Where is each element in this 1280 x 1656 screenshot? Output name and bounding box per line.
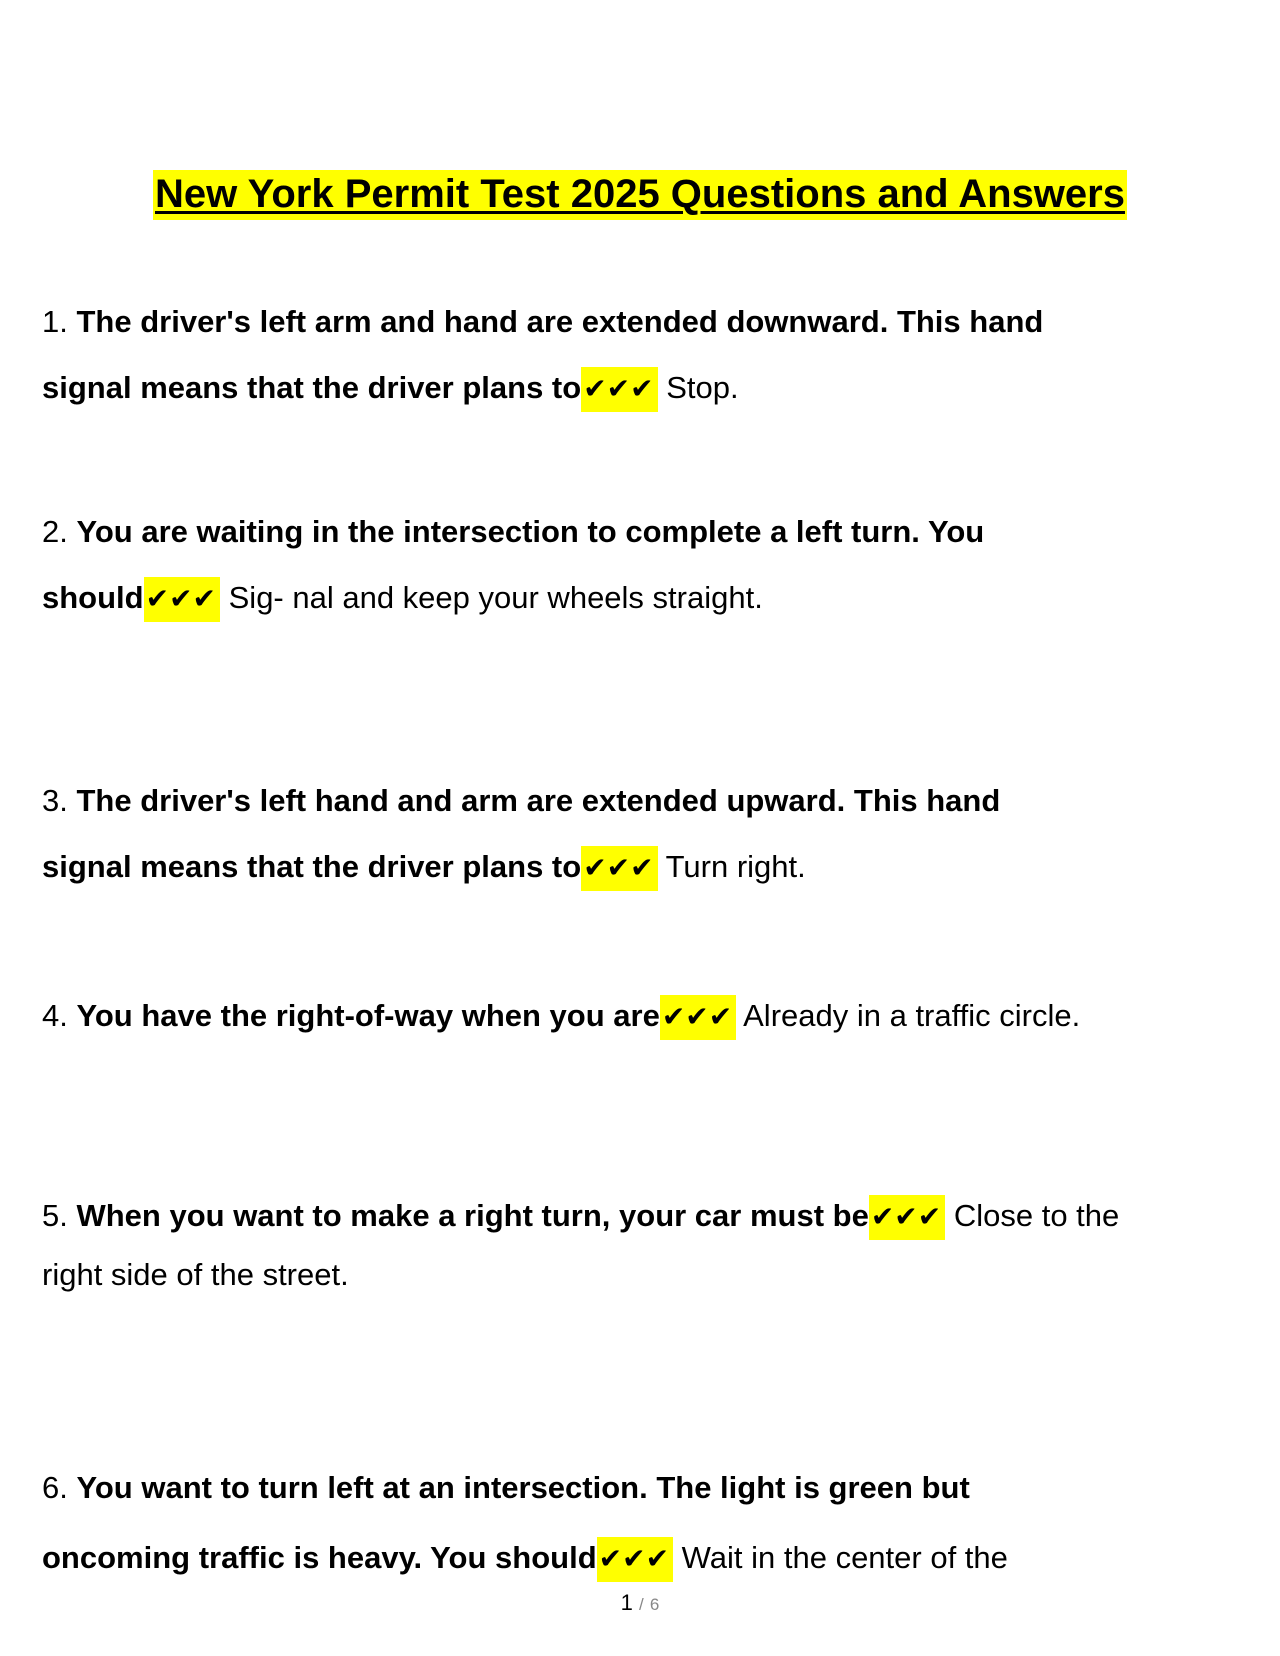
checkmark-icon: ✔✔✔ — [869, 1195, 945, 1240]
question-2-line-1 — [42, 512, 984, 552]
question-text: You have the right-of-way when you are — [76, 998, 660, 1033]
answer-text: Close to the — [953, 1198, 1120, 1233]
answer-text: Turn right. — [665, 849, 806, 884]
question-number: 3. — [42, 783, 68, 818]
answer-text: Wait in the center of the — [681, 1540, 1008, 1575]
checkmark-icon: ✔✔✔ — [581, 367, 657, 412]
question-5-line-1 — [42, 1195, 1119, 1240]
checkmark-icon: ✔✔✔ — [581, 846, 657, 891]
question-5-line-2 — [42, 1255, 349, 1295]
question-number: 5. — [42, 1198, 68, 1233]
question-1-line-2 — [42, 367, 739, 412]
question-text: You want to turn left at an intersection. The light is green but — [76, 1470, 970, 1505]
question-text: signal means that the driver plans to — [42, 849, 582, 884]
question-6-line-2 — [42, 1537, 1008, 1582]
checkmark-icon: ✔✔✔ — [597, 1537, 673, 1582]
question-6-line-1 — [42, 1468, 970, 1508]
answer-text: right side of the street. — [42, 1257, 349, 1292]
current-page-number: 1 — [620, 1590, 633, 1615]
question-3-line-2 — [42, 846, 806, 891]
checkmark-icon: ✔✔✔ — [144, 577, 220, 622]
answer-text: Already in a traffic circle. — [743, 998, 1081, 1033]
page-separator: / — [639, 1595, 644, 1614]
title-container — [0, 170, 1280, 220]
question-2-line-2 — [42, 577, 763, 622]
question-text: should — [42, 580, 144, 615]
question-text: The driver's left arm and hand are extended downward. This hand — [76, 304, 1044, 339]
question-number: 2. — [42, 514, 68, 549]
document-title: New York Permit Test 2025 Questions and Answers — [153, 170, 1127, 220]
question-text: When you want to make a right turn, your car must be — [76, 1198, 869, 1233]
answer-text: Sig- nal and keep your wheels straight. — [228, 580, 763, 615]
question-1-line-1 — [42, 302, 1043, 342]
question-number: 1. — [42, 304, 68, 339]
checkmark-icon: ✔✔✔ — [660, 995, 736, 1040]
page-indicator — [0, 1590, 1280, 1616]
question-text: You are waiting in the intersection to complete a left turn. You — [76, 514, 985, 549]
question-text: oncoming traffic is heavy. You should — [42, 1540, 597, 1575]
answer-text: Stop. — [666, 370, 739, 405]
question-text: The driver's left hand and arm are extended upward. This hand — [76, 783, 1001, 818]
question-number: 4. — [42, 998, 68, 1033]
question-number: 6. — [42, 1470, 68, 1505]
total-pages: 6 — [649, 1595, 660, 1614]
question-3-line-1 — [42, 781, 1000, 821]
question-4-line-1 — [42, 995, 1080, 1040]
question-text: signal means that the driver plans to — [42, 370, 582, 405]
